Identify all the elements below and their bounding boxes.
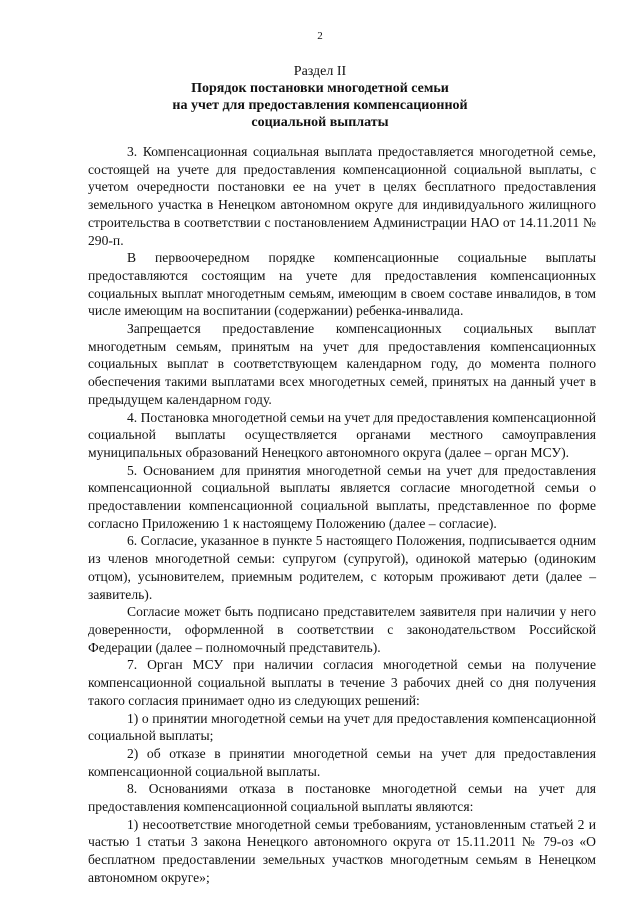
page-number: 2 [317,30,323,42]
paragraph-decision-2: 2) об отказе в принятии многодетной семьи на учет для предоставления компенсационной социальной выплаты. [88,745,596,779]
section-title-line: на учет для предоставления компенсационной [172,98,468,113]
paragraph-item-3: 3. Компенсационная социальная выплата предоставляется многодетной семье, состоящей на учете для предоставления компенсационной социальной выплаты, с учетом очередности постановки ее на учет в целях бесплатного предоставления земельного участка в Ненецком автономном округе для индивидуального жилищного строительства в соответствии с постановлением Администрации НАО от 14.11.2011 № 290-п. [88,144,596,248]
section-title-line: Порядок постановки многодетной семьи [191,81,449,96]
paragraph-prohibition: Запрещается предоставление компенсационных социальных выплат многодетным семьям, принятым на учет для предоставления компенсационных социальных выплат в соответствующем календарном году, до момента полного обеспечения такими выплатами всех многодетных семей, принятых на данный учет в предыдущем календарном году. [88,321,596,407]
paragraph-priority: В первоочередном порядке компенсационные социальные выплаты предоставляются состоящим на учете для предоставления компенсационных социальных выплат многодетным семьям, имеющим в своем составе инвалидов, в том числе имеющим на воспитании (содержании) ребенка-инвалида. [88,250,596,319]
document-body [88,143,596,887]
paragraph-item-5: 5. Основанием для принятия многодетной семьи на учет для предоставления компенсационной социальной выплаты является согласие многодетной семьи о предоставлении компенсационной социальной выплаты, представленное по форме согласно Приложению 1 к настоящему Положению (далее – согласие). [88,462,596,531]
paragraph-item-8: 8. Основаниями отказа в постановке многодетной семьи на учет для предоставления компенсационной социальной выплаты являются: [88,781,596,815]
section-heading [0,63,640,131]
paragraph-representative: Согласие может быть подписано представителем заявителя при наличии у него доверенности, оформленной в соответствии с законодательством Российской Федерации (далее – полномочный представитель). [88,604,596,655]
paragraph-item-7: 7. Орган МСУ при наличии согласия многодетной семьи на получение компенсационной социальной выплаты в течение 3 рабочих дней со дня получения такого согласия принимает одно из следующих решений: [88,657,596,708]
section-label: Раздел II [293,64,347,79]
section-title-line: социальной выплаты [251,115,389,130]
paragraph-item-4: 4. Постановка многодетной семьи на учет для предоставления компенсационной социальной выплаты осуществляется органами местного самоуправления муниципальных образований Ненецкого автономного округа (далее – орган МСУ). [88,409,597,460]
paragraph-refusal-1: 1) несоответствие многодетной семьи требованиям, установленным статьей 2 и частью 1 статьи 3 закона Ненецкого автономного округа от 15.11.2011 № 79-оз «О бесплатном предоставлении земельных участков многодетным семьям в Ненецком автономном округе»; [88,816,596,885]
paragraph-item-6: 6. Согласие, указанное в пункте 5 настоящего Положения, подписывается одним из членов многодетной семьи: супругом (супругой), одинокой матерью (одиноким отцом), усыновителем, приемным родителем, с которым проживают дети (далее – заявитель). [88,533,596,602]
paragraph-decision-1: 1) о принятии многодетной семьи на учет для предоставления компенсационной социальной выплаты; [88,710,596,744]
